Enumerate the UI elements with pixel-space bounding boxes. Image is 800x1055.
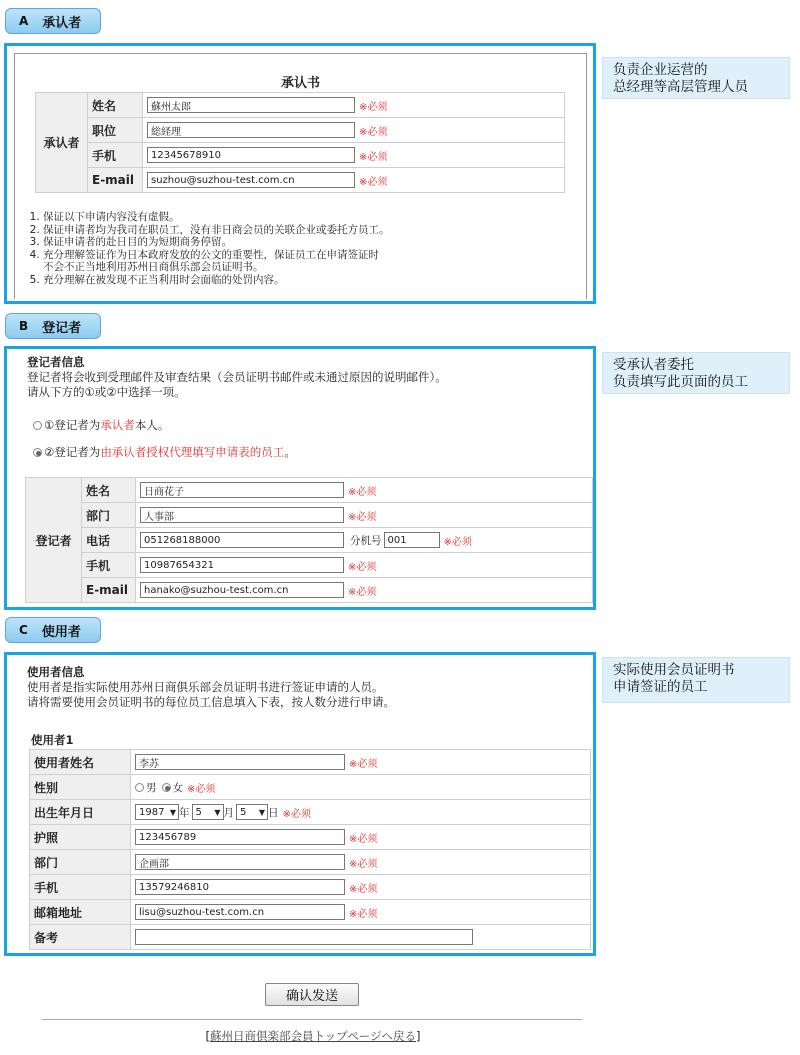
required-mark: ※必须 <box>443 536 472 548</box>
registrant-mobile-label: 手机 <box>82 553 136 578</box>
section-c-note-line2: 申请签证的员工 <box>613 679 708 695</box>
section-c-letter: C <box>19 623 28 637</box>
approver-name-input[interactable] <box>147 97 355 113</box>
registrant-email-input[interactable] <box>140 582 344 598</box>
gender-female-label: 女 <box>172 781 183 794</box>
required-mark: ※必须 <box>348 586 377 598</box>
birth-day-select[interactable] <box>236 804 268 820</box>
registrant-phone-input[interactable] <box>140 532 344 548</box>
user-gender-label: 性别 <box>30 775 131 800</box>
registrant-dept-label: 部门 <box>82 503 136 528</box>
registrant-info-title: 登记者信息 <box>27 355 85 369</box>
registrant-name-label: 姓名 <box>82 478 136 503</box>
confirm-send-button[interactable]: 确认发送 <box>265 983 359 1006</box>
option-1-prefix: ①登记者为 <box>44 418 101 432</box>
user-remarks-label: 备考 <box>30 925 131 950</box>
user-passport-label: 护照 <box>30 825 131 850</box>
user-info-line2: 请将需要使用会员证明书的每位员工信息填入下表，按人数分进行申请。 <box>27 695 395 709</box>
required-mark: ※必须 <box>187 783 216 795</box>
approver-name-label: 姓名 <box>88 93 143 118</box>
required-mark: ※必须 <box>359 101 388 113</box>
birth-day-value: 5 <box>240 806 247 818</box>
term-item: 2. 保证申请者均为我司在职员工，没有非日商会员的关联企业或委托方员工。 <box>43 224 581 237</box>
approver-email-input[interactable] <box>147 172 355 188</box>
user-heading: 使用者1 <box>31 733 74 747</box>
chevron-down-icon: ▼ <box>214 807 221 817</box>
user-email-input[interactable] <box>135 904 345 920</box>
user-email-label: 邮箱地址 <box>30 900 131 925</box>
user-name-input[interactable] <box>135 754 345 770</box>
gender-male-label: 男 <box>146 781 157 794</box>
section-b-note-line2: 负责填写此页面的员工 <box>613 374 748 390</box>
section-a-frame <box>4 43 596 304</box>
chevron-down-icon: ▼ <box>258 807 265 817</box>
term-item <box>43 249 581 274</box>
birth-month-unit: 月 <box>223 806 234 819</box>
approval-doc-title: 承认书 <box>280 76 320 91</box>
registrant-info-line2: 请从下方的①或②中选择一项。 <box>27 385 186 399</box>
option-2-radio[interactable] <box>33 448 42 457</box>
required-mark: ※必须 <box>349 883 378 895</box>
section-c-title: 使用者 <box>41 624 81 640</box>
term-item-line: 充分理解签证作为日本政府发放的公文的重要性，保证员工在申请签证时 <box>43 248 379 261</box>
user-remarks-input[interactable] <box>135 929 473 945</box>
approver-mobile-label: 手机 <box>88 143 143 168</box>
approver-position-label: 职位 <box>88 118 143 143</box>
approver-mobile-input[interactable] <box>147 147 355 163</box>
gender-female-radio[interactable] <box>162 783 171 792</box>
section-b-tab <box>5 313 101 339</box>
user-info-line1: 使用者是指实际使用苏州日商俱乐部会员证明书进行签证申请的人员。 <box>27 680 384 694</box>
birth-year-unit: 年 <box>179 806 190 819</box>
approver-table <box>35 92 565 193</box>
required-mark: ※必须 <box>349 908 378 920</box>
user-birth-label: 出生年月日 <box>30 800 131 825</box>
user-dept-label: 部门 <box>30 850 131 875</box>
user-table <box>29 749 591 950</box>
section-a-note-line1: 负责企业运营的 <box>613 62 708 78</box>
birth-year-value: 1987 <box>139 806 165 818</box>
required-mark: ※必须 <box>348 486 377 498</box>
section-a-letter: A <box>19 14 29 28</box>
required-mark: ※必须 <box>349 833 378 845</box>
registrant-table <box>25 477 593 603</box>
approver-email-label: E-mail <box>88 168 143 193</box>
term-item: 5. 充分理解在被发现不正当利用时会面临的处罚内容。 <box>43 274 581 287</box>
registrant-group-label: 登记者 <box>26 478 82 603</box>
back-to-top-link[interactable]: 蘇州日商倶楽部会員トップページへ戻る <box>210 1029 416 1043</box>
registrant-phone-label: 电话 <box>82 528 136 553</box>
user-info-title: 使用者信息 <box>27 665 85 679</box>
term-item: 3. 保证申请者的赴日目的为短期商务停留。 <box>43 236 581 249</box>
approval-terms <box>21 211 581 286</box>
required-mark: ※必须 <box>359 176 388 188</box>
footer-bracket-open: [ <box>205 1029 211 1043</box>
registrant-dept-input[interactable] <box>140 507 344 523</box>
required-mark: ※必须 <box>348 561 377 573</box>
user-passport-input[interactable] <box>135 829 345 845</box>
registrant-name-input[interactable] <box>140 482 344 498</box>
footer <box>0 1028 626 1044</box>
section-c-note-line1: 实际使用会员证明书 <box>613 662 735 678</box>
section-b-letter: B <box>19 319 29 333</box>
required-mark: ※必须 <box>348 511 377 523</box>
extension-input[interactable] <box>384 532 440 548</box>
birth-month-select[interactable] <box>192 804 224 820</box>
required-mark: ※必须 <box>349 858 378 870</box>
section-b-note <box>602 352 790 394</box>
user-info <box>27 665 395 710</box>
section-b-title: 登记者 <box>42 320 82 336</box>
section-a-title: 承认者 <box>42 15 82 31</box>
chevron-down-icon: ▼ <box>169 807 176 817</box>
birth-year-select[interactable] <box>135 804 179 820</box>
footer-bracket-close: ] <box>415 1029 421 1043</box>
option-1-radio[interactable] <box>33 421 42 430</box>
registrant-option-2[interactable] <box>33 444 296 460</box>
footer-divider <box>42 1019 582 1020</box>
gender-male-radio[interactable] <box>135 783 144 792</box>
option-2-suffix: 。 <box>284 445 296 459</box>
section-a-tab <box>5 8 101 34</box>
section-a-note <box>602 57 790 99</box>
section-b-note-line1: 受承认者委托 <box>613 357 694 373</box>
registrant-info <box>27 355 447 400</box>
approver-group-label: 承认者 <box>36 93 88 193</box>
option-1-suffix: 本人。 <box>134 418 170 432</box>
birth-month-value: 5 <box>195 806 202 818</box>
section-c-note <box>602 657 790 703</box>
section-b-frame <box>4 346 596 610</box>
user-name-label: 使用者姓名 <box>30 750 131 775</box>
option-2-highlight: 由承认者授权代理填写申请表的员工 <box>100 445 285 459</box>
term-item: 1. 保证以下申请内容没有虚假。 <box>43 211 581 224</box>
section-a-note-line2: 总经理等高层管理人员 <box>613 79 748 95</box>
section-c-frame <box>4 652 596 956</box>
birth-day-unit: 日 <box>268 806 279 819</box>
user-mobile-input[interactable] <box>135 879 345 895</box>
option-1-highlight: 承认者 <box>100 418 135 432</box>
required-mark: ※必须 <box>282 808 311 820</box>
approval-document <box>14 53 587 299</box>
required-mark: ※必须 <box>349 758 378 770</box>
user-dept-input[interactable] <box>135 854 345 870</box>
required-mark: ※必须 <box>359 126 388 138</box>
registrant-mobile-input[interactable] <box>140 557 344 573</box>
required-mark: ※必须 <box>359 151 388 163</box>
approver-position-input[interactable] <box>147 122 355 138</box>
term-item-continuation: 不会不正当地利用苏州日商俱乐部会员证明书。 <box>43 261 264 273</box>
registrant-email-label: E-mail <box>82 578 136 603</box>
option-2-prefix: ②登记者为 <box>44 445 101 459</box>
registrant-info-line1: 登记者将会收到受理邮件及审查结果（会员证明书邮件或未通过原因的说明邮件）。 <box>27 370 447 384</box>
registrant-option-1[interactable] <box>33 417 169 433</box>
extension-label: 分机号 <box>350 534 382 547</box>
section-c-tab <box>5 617 101 643</box>
user-mobile-label: 手机 <box>30 875 131 900</box>
